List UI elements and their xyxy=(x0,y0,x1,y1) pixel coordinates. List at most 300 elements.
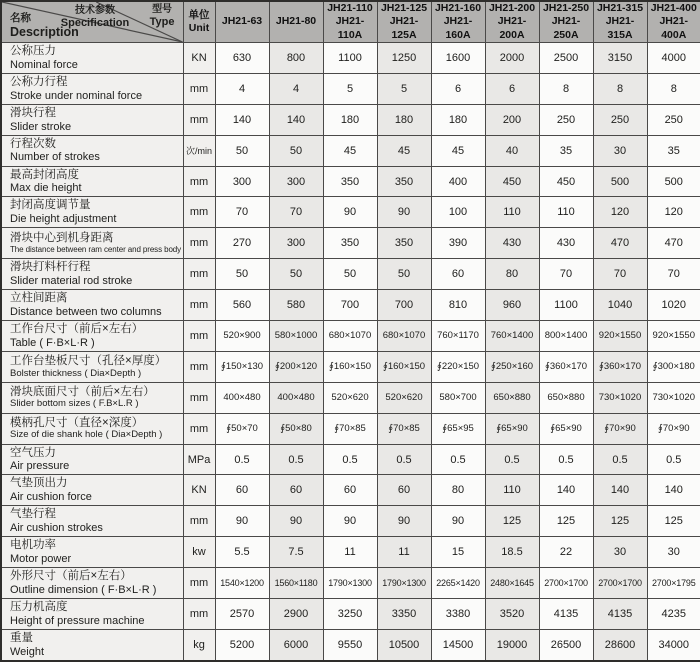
spec-value: 110 xyxy=(485,197,539,228)
table-row xyxy=(1,73,700,104)
spec-value: 180 xyxy=(431,104,485,135)
spec-value: 4000 xyxy=(647,43,700,74)
spec-value: 4135 xyxy=(539,599,593,630)
row-label-zh: 行程次数 xyxy=(10,137,56,150)
row-label xyxy=(1,351,183,382)
spec-value: 520×900 xyxy=(215,321,269,352)
row-unit: KN xyxy=(183,475,215,506)
spec-value: 2480×1645 xyxy=(485,568,539,599)
table-row xyxy=(1,290,700,321)
spec-value: 250 xyxy=(593,104,647,135)
row-unit: mm xyxy=(183,290,215,321)
spec-value: ∮160×150 xyxy=(377,351,431,382)
spec-value: 50 xyxy=(269,259,323,290)
spec-value: ∮150×130 xyxy=(215,351,269,382)
spec-value: 125 xyxy=(593,506,647,537)
spec-value: ∮70×90 xyxy=(647,413,700,444)
description-en: Description xyxy=(10,25,79,39)
spec-value: 50 xyxy=(269,135,323,166)
spec-value: 1600 xyxy=(431,43,485,74)
spec-value: 140 xyxy=(269,104,323,135)
model-header: JH21-110 JH21-110A xyxy=(323,1,377,43)
spec-value: 140 xyxy=(215,104,269,135)
table-row xyxy=(1,228,700,259)
row-label-zh: 公称压力 xyxy=(10,45,56,57)
row-unit: mm xyxy=(183,382,215,413)
row-unit: mm xyxy=(183,166,215,197)
row-label-en: Air pressure xyxy=(10,460,70,473)
spec-value: 10500 xyxy=(377,629,431,660)
row-label xyxy=(1,382,183,413)
table-row xyxy=(1,599,700,630)
table-row xyxy=(1,104,700,135)
row-label-zh: 滑块行程 xyxy=(10,106,56,119)
row-label-en: Height of pressure machine xyxy=(10,614,145,627)
spec-value: 35 xyxy=(647,135,700,166)
spec-value: 28600 xyxy=(593,629,647,660)
spec-value: 5 xyxy=(377,73,431,104)
row-label-zh: 气垫顶出力 xyxy=(10,477,68,490)
row-unit: mm xyxy=(183,73,215,104)
spec-value: ∮360×170 xyxy=(539,351,593,382)
spec-value: 650×880 xyxy=(539,382,593,413)
row-label xyxy=(1,599,183,630)
spec-value: 730×1020 xyxy=(647,382,700,413)
row-unit: mm xyxy=(183,506,215,537)
spec-value: 920×1550 xyxy=(593,321,647,352)
spec-value: 470 xyxy=(647,228,700,259)
spec-value: ∮65×90 xyxy=(539,413,593,444)
spec-value: 60 xyxy=(377,475,431,506)
row-label-zh: 立柱间距离 xyxy=(10,292,68,305)
spec-value: 270 xyxy=(215,228,269,259)
row-label-zh: 工作台尺寸（前后×左右） xyxy=(10,323,144,336)
row-label xyxy=(1,475,183,506)
spec-value: 60 xyxy=(431,259,485,290)
row-label xyxy=(1,568,183,599)
spec-value: 800 xyxy=(269,43,323,74)
table-row xyxy=(1,568,700,599)
spec-value: ∮220×150 xyxy=(431,351,485,382)
row-label-zh: 封闭高度调节量 xyxy=(10,199,91,212)
row-label-zh: 电机功率 xyxy=(10,539,56,552)
row-unit: mm xyxy=(183,228,215,259)
spec-value: 60 xyxy=(215,475,269,506)
row-label-en: Number of strokes xyxy=(10,151,100,164)
row-unit: kw xyxy=(183,537,215,568)
row-label-en: Max die height xyxy=(10,182,82,195)
row-label-en: Nominal force xyxy=(10,58,78,71)
spec-value: 140 xyxy=(647,475,700,506)
spec-value: 0.5 xyxy=(431,444,485,475)
row-label-zh: 压力机高度 xyxy=(10,601,68,614)
spec-value: 250 xyxy=(539,104,593,135)
row-label-zh: 空气压力 xyxy=(10,446,56,459)
spec-value: 350 xyxy=(377,228,431,259)
spec-value: 730×1020 xyxy=(593,382,647,413)
spec-value: 300 xyxy=(269,166,323,197)
row-label-en: Table ( F·B×L·R ) xyxy=(10,336,95,349)
spec-value: 470 xyxy=(593,228,647,259)
spec-value: 3250 xyxy=(323,599,377,630)
spec-value: 90 xyxy=(377,197,431,228)
spec-value: 390 xyxy=(431,228,485,259)
spec-value: 2700×1795 xyxy=(647,568,700,599)
spec-value: 430 xyxy=(485,228,539,259)
model-header: JH21-80 xyxy=(269,1,323,43)
spec-value: 2900 xyxy=(269,599,323,630)
row-label-zh: 工作台垫板尺寸（孔径×厚度） xyxy=(10,354,167,367)
spec-value: 350 xyxy=(377,166,431,197)
spec-value: 4135 xyxy=(593,599,647,630)
spec-value: 580×1000 xyxy=(269,321,323,352)
spec-value: 430 xyxy=(539,228,593,259)
row-label-zh: 重量 xyxy=(10,631,33,644)
spec-value: 1020 xyxy=(647,290,700,321)
spec-value: 250 xyxy=(647,104,700,135)
spec-value: 3150 xyxy=(593,43,647,74)
model-header: JH21-63 xyxy=(215,1,269,43)
spec-value: 2570 xyxy=(215,599,269,630)
row-label-zh: 气垫行程 xyxy=(10,508,56,521)
spec-value: 5 xyxy=(323,73,377,104)
row-label-en: Weight xyxy=(10,645,45,658)
spec-value: 560 xyxy=(215,290,269,321)
spec-value: 34000 xyxy=(647,629,700,660)
spec-value: 700 xyxy=(323,290,377,321)
spec-value: ∮70×85 xyxy=(323,413,377,444)
spec-table-body xyxy=(1,43,700,661)
row-label-en: Air cushion strokes xyxy=(10,522,103,535)
spec-value: ∮70×90 xyxy=(593,413,647,444)
spec-value: 3350 xyxy=(377,599,431,630)
spec-value: 1250 xyxy=(377,43,431,74)
spec-value: 45 xyxy=(377,135,431,166)
spec-value: 70 xyxy=(539,259,593,290)
spec-value: 1100 xyxy=(539,290,593,321)
spec-value: ∮250×160 xyxy=(485,351,539,382)
spec-value: 0.5 xyxy=(647,444,700,475)
row-label xyxy=(1,43,183,74)
spec-value: 700 xyxy=(377,290,431,321)
spec-value: 580 xyxy=(269,290,323,321)
spec-value: 8 xyxy=(539,73,593,104)
spec-value: 40 xyxy=(485,135,539,166)
row-unit: mm xyxy=(183,599,215,630)
spec-value: 50 xyxy=(377,259,431,290)
row-label-zh: 模柄孔尺寸（直径×深度） xyxy=(10,416,144,429)
spec-value: 520×620 xyxy=(323,382,377,413)
spec-value: ∮360×170 xyxy=(593,351,647,382)
spec-value: 7.5 xyxy=(269,537,323,568)
row-label-en: Size of die shank hole ( Dia×Depth ) xyxy=(10,429,163,441)
spec-value: 0.5 xyxy=(593,444,647,475)
spec-value: 2700×1700 xyxy=(539,568,593,599)
table-row xyxy=(1,382,700,413)
model-header: JH21-160 JH21-160A xyxy=(431,1,485,43)
spec-value: 14500 xyxy=(431,629,485,660)
spec-value: 1790×1300 xyxy=(377,568,431,599)
row-label-en: Bolster thickness ( Dia×Depth ) xyxy=(10,367,142,379)
spec-value: 1100 xyxy=(323,43,377,74)
spec-value: 3380 xyxy=(431,599,485,630)
row-unit: mm xyxy=(183,351,215,382)
spec-value: 60 xyxy=(323,475,377,506)
spec-value: ∮300×180 xyxy=(647,351,700,382)
row-label-en: Outline dimension ( F·B×L·R ) xyxy=(10,583,157,596)
spec-value: 450 xyxy=(539,166,593,197)
spec-value: 35 xyxy=(539,135,593,166)
row-label xyxy=(1,104,183,135)
spec-value: 0.5 xyxy=(269,444,323,475)
spec-value: 0.5 xyxy=(377,444,431,475)
table-row xyxy=(1,506,700,537)
spec-value: 70 xyxy=(269,197,323,228)
model-header: JH21-400 JH21-400A xyxy=(647,1,700,43)
spec-value: 19000 xyxy=(485,629,539,660)
spec-value: 0.5 xyxy=(323,444,377,475)
corner-cell xyxy=(1,1,183,43)
row-label-zh: 最高封闭高度 xyxy=(10,168,79,181)
row-label xyxy=(1,629,183,660)
row-label xyxy=(1,166,183,197)
row-unit: MPa xyxy=(183,444,215,475)
spec-value: 500 xyxy=(647,166,700,197)
row-unit: mm xyxy=(183,321,215,352)
table-row xyxy=(1,259,700,290)
spec-value: 11 xyxy=(323,537,377,568)
row-label xyxy=(1,135,183,166)
spec-value: 140 xyxy=(593,475,647,506)
spec-value: 80 xyxy=(485,259,539,290)
spec-value: 350 xyxy=(323,228,377,259)
spec-value: 2700×1700 xyxy=(593,568,647,599)
model-header: JH21-125 JH21-125A xyxy=(377,1,431,43)
spec-value: 110 xyxy=(485,475,539,506)
table-row xyxy=(1,43,700,74)
spec-value: 500 xyxy=(593,166,647,197)
row-label xyxy=(1,73,183,104)
spec-value: 4 xyxy=(215,73,269,104)
row-label-en: Slider bottom sizes ( F.B×L.R ) xyxy=(10,398,139,410)
spec-value: 50 xyxy=(215,259,269,290)
spec-value: 580×700 xyxy=(431,382,485,413)
spec-value: 22 xyxy=(539,537,593,568)
row-label-en: Motor power xyxy=(10,553,72,566)
spec-value: 30 xyxy=(593,537,647,568)
row-unit: kg xyxy=(183,629,215,660)
spec-value: 15 xyxy=(431,537,485,568)
spec-value: 400×480 xyxy=(215,382,269,413)
table-row xyxy=(1,135,700,166)
header-row xyxy=(1,1,700,43)
spec-value: 650×880 xyxy=(485,382,539,413)
spec-value: 45 xyxy=(431,135,485,166)
row-label xyxy=(1,321,183,352)
spec-value: 400 xyxy=(431,166,485,197)
spec-value: 200 xyxy=(485,104,539,135)
spec-value: 760×1400 xyxy=(485,321,539,352)
row-unit: 次/min xyxy=(183,135,215,166)
table-row xyxy=(1,166,700,197)
row-unit: mm xyxy=(183,413,215,444)
spec-value: 140 xyxy=(539,475,593,506)
spec-value: 90 xyxy=(269,506,323,537)
spec-value: 9550 xyxy=(323,629,377,660)
row-label-zh: 滑块底面尺寸（前后×左右） xyxy=(10,385,155,398)
spec-value: 26500 xyxy=(539,629,593,660)
spec-value: ∮50×70 xyxy=(215,413,269,444)
spec-value: 300 xyxy=(215,166,269,197)
spec-value: 3520 xyxy=(485,599,539,630)
row-label-en: Stroke under nominal force xyxy=(10,89,143,102)
spec-value: 400×480 xyxy=(269,382,323,413)
spec-value: 2500 xyxy=(539,43,593,74)
spec-value: 90 xyxy=(215,506,269,537)
row-label xyxy=(1,197,183,228)
spec-value: 50 xyxy=(215,135,269,166)
type-en: Type xyxy=(149,15,175,28)
spec-value: 0.5 xyxy=(539,444,593,475)
row-label-en: The distance between ram center and press body xyxy=(10,244,182,254)
corner-type-label xyxy=(150,4,175,28)
spec-value: ∮70×85 xyxy=(377,413,431,444)
spec-value: 760×1170 xyxy=(431,321,485,352)
unit-column-header xyxy=(183,1,215,43)
spec-value: 800×1400 xyxy=(539,321,593,352)
table-row xyxy=(1,197,700,228)
spec-value: 2265×1420 xyxy=(431,568,485,599)
specification-zh: 技术参数 xyxy=(75,5,115,16)
spec-value: 90 xyxy=(377,506,431,537)
spec-value: 70 xyxy=(593,259,647,290)
spec-value: 2000 xyxy=(485,43,539,74)
spec-value: ∮200×120 xyxy=(269,351,323,382)
spec-value: ∮65×95 xyxy=(431,413,485,444)
spec-value: 110 xyxy=(539,197,593,228)
spec-value: 70 xyxy=(215,197,269,228)
spec-value: 4235 xyxy=(647,599,700,630)
spec-value: 60 xyxy=(269,475,323,506)
row-label xyxy=(1,413,183,444)
type-zh: 型号 xyxy=(152,4,173,15)
spec-value: 45 xyxy=(323,135,377,166)
spec-value: 125 xyxy=(539,506,593,537)
spec-value: 180 xyxy=(323,104,377,135)
spec-value: ∮65×90 xyxy=(485,413,539,444)
model-header: JH21-315 JH21-315A xyxy=(593,1,647,43)
row-unit: mm xyxy=(183,197,215,228)
spec-value: 810 xyxy=(431,290,485,321)
spec-value: 125 xyxy=(485,506,539,537)
table-row xyxy=(1,321,700,352)
table-row xyxy=(1,413,700,444)
row-label xyxy=(1,259,183,290)
spec-value: 0.5 xyxy=(485,444,539,475)
spec-value: ∮50×80 xyxy=(269,413,323,444)
spec-value: 1560×1180 xyxy=(269,568,323,599)
row-label xyxy=(1,444,183,475)
row-unit: KN xyxy=(183,43,215,74)
spec-value: 180 xyxy=(377,104,431,135)
row-unit: mm xyxy=(183,568,215,599)
row-unit: mm xyxy=(183,259,215,290)
row-label-en: Slider stroke xyxy=(10,120,72,133)
spec-value: 90 xyxy=(323,506,377,537)
row-label-zh: 滑块中心到机身距离 xyxy=(10,231,114,244)
spec-value: 1040 xyxy=(593,290,647,321)
spec-value: 300 xyxy=(269,228,323,259)
row-label-en: Distance between two columns xyxy=(10,305,162,318)
description-zh: 名称 xyxy=(10,12,31,25)
row-label-en: Air cushion force xyxy=(10,491,92,504)
model-header: JH21-200 JH21-200A xyxy=(485,1,539,43)
spec-value: 450 xyxy=(485,166,539,197)
spec-value: 70 xyxy=(647,259,700,290)
row-label-en: Die height adjustment xyxy=(10,213,117,226)
table-row xyxy=(1,351,700,382)
spec-value: 520×620 xyxy=(377,382,431,413)
spec-value: 30 xyxy=(647,537,700,568)
spec-value: ∮160×150 xyxy=(323,351,377,382)
spec-value: 5.5 xyxy=(215,537,269,568)
row-label xyxy=(1,290,183,321)
spec-value: 18.5 xyxy=(485,537,539,568)
spec-value: 8 xyxy=(593,73,647,104)
spec-value: 11 xyxy=(377,537,431,568)
row-label xyxy=(1,228,183,259)
row-label-zh: 滑块打料杆行程 xyxy=(10,261,91,274)
table-row xyxy=(1,444,700,475)
row-label xyxy=(1,506,183,537)
unit-en: Unit xyxy=(188,22,210,34)
spec-value: 50 xyxy=(323,259,377,290)
row-label-zh: 公称力行程 xyxy=(10,75,68,88)
spec-value: 100 xyxy=(431,197,485,228)
spec-value: 6 xyxy=(431,73,485,104)
spec-value: 8 xyxy=(647,73,700,104)
spec-value: 120 xyxy=(647,197,700,228)
spec-value: 5200 xyxy=(215,629,269,660)
spec-value: 120 xyxy=(593,197,647,228)
spec-value: 80 xyxy=(431,475,485,506)
row-label-en: Slider material rod stroke xyxy=(10,275,133,288)
spec-value: 6 xyxy=(485,73,539,104)
spec-value: 30 xyxy=(593,135,647,166)
spec-value: 680×1070 xyxy=(323,321,377,352)
corner-description-label xyxy=(10,12,79,40)
row-label xyxy=(1,537,183,568)
spec-value: 630 xyxy=(215,43,269,74)
spec-value: 90 xyxy=(431,506,485,537)
spec-value: 680×1070 xyxy=(377,321,431,352)
table-row xyxy=(1,629,700,660)
spec-value: 6000 xyxy=(269,629,323,660)
specification-en: Specification xyxy=(60,16,130,29)
unit-zh: 单位 xyxy=(188,8,210,21)
spec-value: 125 xyxy=(647,506,700,537)
row-label-zh: 外形尺寸（前后×左右） xyxy=(10,570,132,583)
table-row xyxy=(1,475,700,506)
table-row xyxy=(1,537,700,568)
spec-value: 920×1550 xyxy=(647,321,700,352)
spec-value: 960 xyxy=(485,290,539,321)
spec-value: 1790×1300 xyxy=(323,568,377,599)
spec-value: 4 xyxy=(269,73,323,104)
spec-value: 90 xyxy=(323,197,377,228)
spec-value: 0.5 xyxy=(215,444,269,475)
row-unit: mm xyxy=(183,104,215,135)
